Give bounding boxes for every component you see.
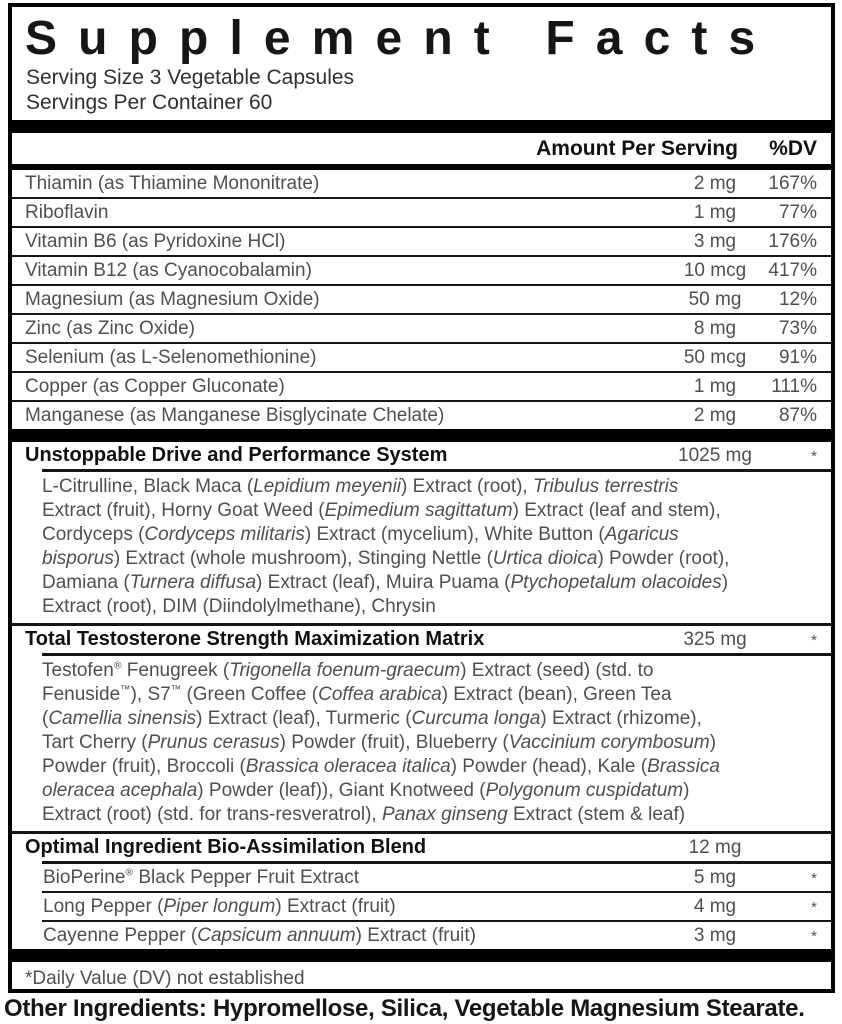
ingredients-line: Powder (fruit), Broccoli (Brassica oleracea italica) Powder (head), Kale (Brassica [42, 755, 720, 777]
dv-asterisk: * [811, 927, 817, 945]
dv-value: 12% [778, 288, 817, 310]
dv-value [727, 922, 817, 950]
dv-header: %DV [769, 136, 817, 160]
blend-subrow [12, 864, 831, 891]
dv-value: 91% [778, 346, 817, 368]
blend-name: Optimal Ingredient Bio-Assimilation Blend [25, 835, 427, 858]
nutrient-amount: 2 mg [693, 172, 737, 194]
ingredients-line: L-Citrulline, Black Maca (Lepidium meyenii) Extract (root), Tribulus terrestris [42, 475, 679, 497]
nutrient-table [12, 170, 831, 429]
serving-size-line: Serving Size 3 Vegetable Capsules [26, 65, 355, 89]
nutrient-name: Thiamin (as Thiamine Mononitrate) [25, 172, 320, 194]
nutrient-name: Selenium (as L-Selenomethionine) [25, 346, 317, 368]
blend-header-rule [42, 653, 831, 656]
dv-footnote: *Daily Value (DV) not established [25, 967, 305, 989]
subrow-amount: 5 mg [693, 866, 737, 888]
blend-header-row [12, 626, 831, 653]
nutrient-row [12, 286, 831, 315]
blend-name: Total Testosterone Strength Maximization Matrix [25, 627, 485, 650]
ingredients-line: Testofen® Fenugreek (Trigonella foenum-graecum) Extract (seed) (std. to [42, 659, 654, 681]
servings-per-container-line: Servings Per Container 60 [26, 90, 273, 114]
nutrient-name: Zinc (as Zinc Oxide) [25, 317, 195, 339]
nutrient-name: Magnesium (as Magnesium Oxide) [25, 288, 320, 310]
divider-bar-top [12, 120, 831, 133]
dv-value: 176% [768, 230, 817, 252]
nutrient-amount: 2 mg [693, 404, 737, 426]
divider-bar-bottom [12, 949, 831, 962]
ingredients-line: Tart Cherry (Prunus cerasus) Powder (fruit), Blueberry (Vaccinium corymbosum) [42, 731, 717, 753]
subrow-name: BioPerine® Black Pepper Fruit Extract [43, 866, 360, 888]
blend-ingredients [42, 475, 825, 619]
dv-value: 417% [768, 259, 817, 281]
dv-value [727, 626, 817, 654]
blend-header-row [12, 834, 831, 861]
nutrient-name: Manganese (as Manganese Bisglycinate Chelate) [25, 404, 445, 426]
blend-amount: 1025 mg [678, 444, 752, 466]
nutrient-amount: 1 mg [693, 201, 737, 223]
nutrient-name: Riboflavin [25, 201, 109, 223]
ingredients-line: Extract (root), DIM (Diindolylmethane), Chrysin [42, 595, 436, 617]
nutrient-row [12, 402, 831, 429]
ingredients-line: Damiana (Turnera diffusa) Extract (leaf), Muira Puama (Ptychopetalum olacoides) [42, 571, 729, 593]
blend-header-row [12, 442, 831, 469]
dv-value [727, 893, 817, 921]
nutrient-amount: 3 mg [693, 230, 737, 252]
blend-amount: 325 mg [683, 628, 747, 650]
nutrient-name: Vitamin B6 (as Pyridoxine HCl) [25, 230, 286, 252]
dv-value: 73% [778, 317, 817, 339]
ingredients-line: bisporus) Extract (whole mushroom), Stinging Nettle (Urtica dioica) Powder (root), [42, 547, 730, 569]
subrow-name: Cayenne Pepper (Capsicum annuum) Extract (fruit) [43, 924, 476, 946]
column-header-row [12, 133, 831, 164]
dv-value [727, 442, 817, 470]
dv-value: 167% [768, 172, 817, 194]
panel-title: Supplement Facts [25, 12, 777, 65]
dv-asterisk: * [811, 898, 817, 916]
subrow-amount: 4 mg [693, 895, 737, 917]
dv-asterisk: * [811, 447, 817, 465]
dv-asterisk: * [811, 869, 817, 887]
nutrient-name: Vitamin B12 (as Cyanocobalamin) [25, 259, 312, 281]
nutrient-row [12, 199, 831, 228]
nutrient-row [12, 228, 831, 257]
ingredients-line: Extract (root) (std. for trans-resveratrol), Panax ginseng Extract (stem & leaf) [42, 803, 686, 825]
dv-asterisk: * [811, 631, 817, 649]
nutrient-row [12, 315, 831, 344]
divider-bar-mid [12, 429, 831, 442]
nutrient-amount: 50 mg [688, 288, 742, 310]
blend-subrow [12, 893, 831, 920]
blend-name: Unstoppable Drive and Performance System [25, 443, 448, 466]
nutrient-amount: 10 mcg [683, 259, 747, 281]
nutrient-amount: 8 mg [693, 317, 737, 339]
other-ingredients-line: Other Ingredients: Hypromellose, Silica, Vegetable Magnesium Stearate. [4, 995, 805, 1022]
nutrient-row [12, 170, 831, 199]
ingredients-line: oleracea acephala) Powder (leaf)), Giant Knotweed (Polygonum cuspidatum) [42, 779, 690, 801]
subrow-amount: 3 mg [693, 924, 737, 946]
nutrient-name: Copper (as Copper Gluconate) [25, 375, 285, 397]
ingredients-line: Cordyceps (Cordyceps militaris) Extract (mycelium), White Button (Agaricus [42, 523, 679, 545]
blend-subrow [12, 922, 831, 949]
subrow-name: Long Pepper (Piper longum) Extract (fruit) [43, 895, 396, 917]
nutrient-row [12, 344, 831, 373]
ingredients-line: Extract (fruit), Horny Goat Weed (Epimedium sagittatum) Extract (leaf and stem), [42, 499, 721, 521]
dv-value [727, 864, 817, 892]
nutrient-amount: 1 mg [693, 375, 737, 397]
blend-sections [12, 442, 831, 949]
blend-ingredients [42, 659, 825, 827]
blend-amount: 12 mg [688, 836, 742, 858]
nutrient-row [12, 257, 831, 286]
supplement-facts-panel [8, 3, 835, 993]
dv-value: 87% [778, 404, 817, 426]
dv-value: 111% [771, 375, 817, 397]
ingredients-line: (Camellia sinensis) Extract (leaf), Turmeric (Curcuma longa) Extract (rhizome), [42, 707, 702, 729]
dv-value: 77% [778, 201, 817, 223]
ingredients-line: Fenuside™), S7™ (Green Coffee (Coffea arabica) Extract (bean), Green Tea [42, 683, 672, 705]
nutrient-row [12, 373, 831, 402]
amount-per-serving-header: Amount Per Serving [536, 136, 738, 160]
blend-header-rule [42, 469, 831, 472]
nutrient-amount: 50 mcg [683, 346, 747, 368]
